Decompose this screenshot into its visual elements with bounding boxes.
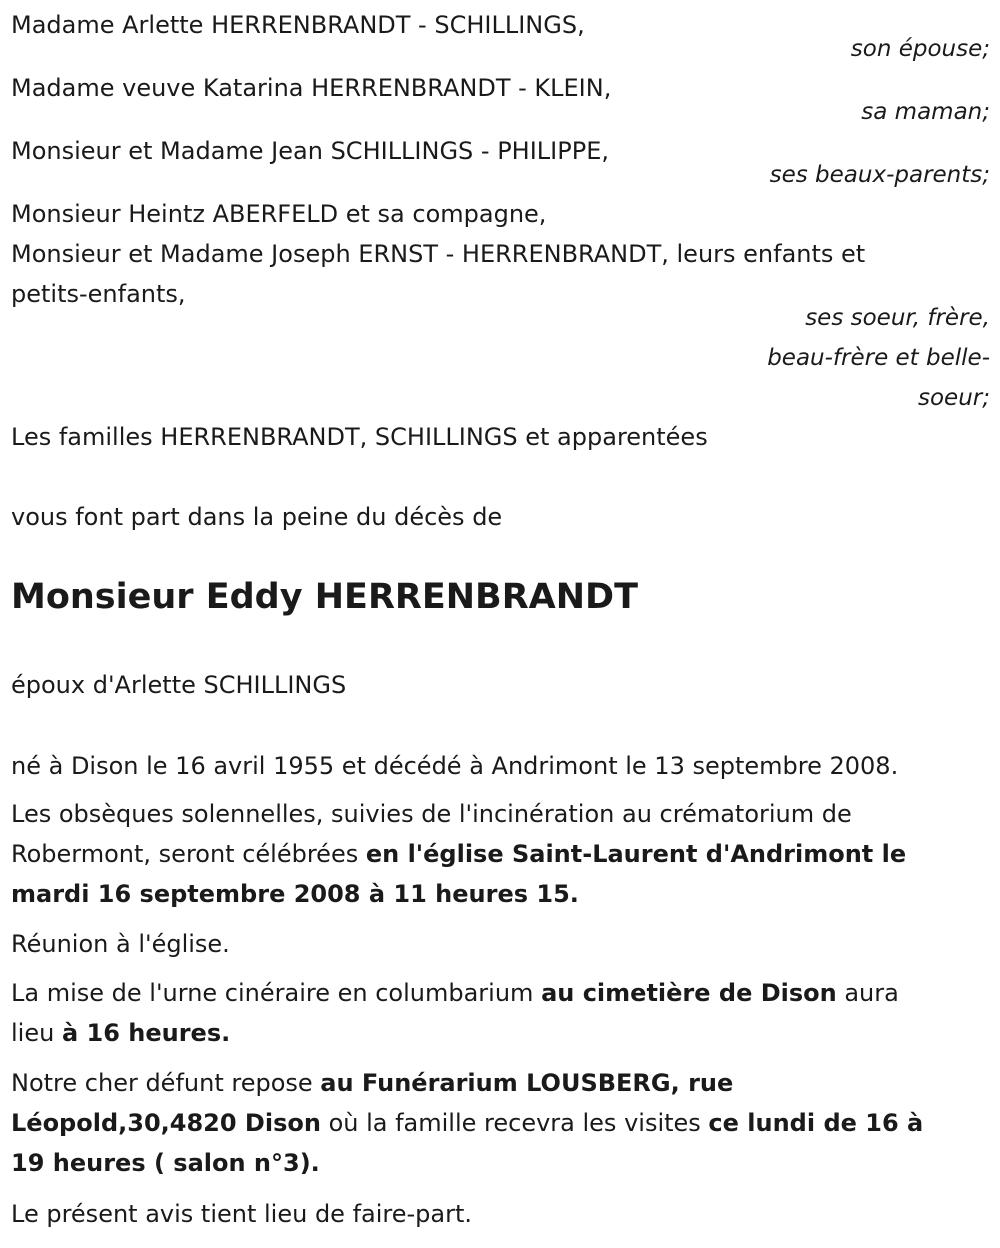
relation-siblings-3: soeur; (918, 385, 990, 411)
relation-siblings-2: beau-frère et belle- (767, 345, 990, 371)
rest-visit-hours: 19 heures ( salon n°3). (11, 1149, 320, 1177)
rest-place: au Funérarium LOUSBERG, rue (320, 1069, 734, 1097)
urn-text-end: aura (836, 979, 899, 1007)
closing-line: Le présent avis tient lieu de faire-part. (11, 1200, 473, 1228)
urn-line-2 (11, 1013, 230, 1053)
relation-spouse: son épouse; (850, 36, 990, 62)
rest-text: Notre cher défunt repose (11, 1069, 321, 1097)
funeral-line-3 (11, 874, 579, 914)
announcement-text: vous font part dans la peine du décès de (11, 503, 503, 531)
relation-siblings-1: ses soeur, frère, (805, 305, 990, 331)
funeral-text: Robermont, seront célébrées (11, 840, 366, 868)
urn-text-lieu: lieu (11, 1019, 62, 1047)
urn-line-1 (11, 973, 899, 1013)
family-line-sibling-3: petits-enfants, (11, 280, 186, 308)
family-line-parents-in-law: Monsieur et Madame Jean SCHILLINGS - PHILIPPE, (11, 137, 609, 165)
rest-visit-text: où la famille recevra les visites (320, 1109, 709, 1137)
funeral-line-2 (11, 834, 906, 874)
family-line-mother: Madame veuve Katarina HERRENBRANDT - KLEIN, (11, 74, 612, 102)
rest-line-3 (11, 1143, 320, 1183)
funeral-church: en l'église Saint-Laurent d'Andrimont le (365, 840, 907, 868)
rest-address: Léopold,30,4820 Dison (11, 1109, 321, 1137)
funeral-datetime: mardi 16 septembre 2008 à 11 heures 15. (11, 880, 579, 908)
rest-line-1 (11, 1063, 733, 1103)
spouse-line: époux d'Arlette SCHILLINGS (11, 671, 347, 699)
urn-cemetery: au cimetière de Dison (541, 979, 837, 1007)
relation-mother: sa maman; (861, 99, 990, 125)
family-line-sibling-1: Monsieur Heintz ABERFELD et sa compagne, (11, 200, 547, 228)
funeral-line-1: Les obsèques solennelles, suivies de l'incinération au crématorium de (11, 800, 852, 828)
rest-line-2 (11, 1103, 923, 1143)
family-line-sibling-2: Monsieur et Madame Joseph ERNST - HERRENBRANDT, leurs enfants et (11, 240, 866, 268)
deceased-name: Monsieur Eddy HERRENBRANDT (11, 577, 638, 617)
relation-parents-in-law: ses beaux-parents; (769, 162, 990, 188)
birth-death-line: né à Dison le 16 avril 1955 et décédé à Andrimont le 13 septembre 2008. (11, 752, 899, 780)
family-line-spouse: Madame Arlette HERRENBRANDT - SCHILLINGS, (11, 11, 585, 39)
rest-visit-time: ce lundi de 16 à (708, 1109, 924, 1137)
urn-time: à 16 heures. (61, 1019, 231, 1047)
urn-text: La mise de l'urne cinéraire en columbarium (11, 979, 542, 1007)
family-line-families: Les familles HERRENBRANDT, SCHILLINGS et apparentées (11, 423, 708, 451)
reunion-line: Réunion à l'église. (11, 930, 230, 958)
